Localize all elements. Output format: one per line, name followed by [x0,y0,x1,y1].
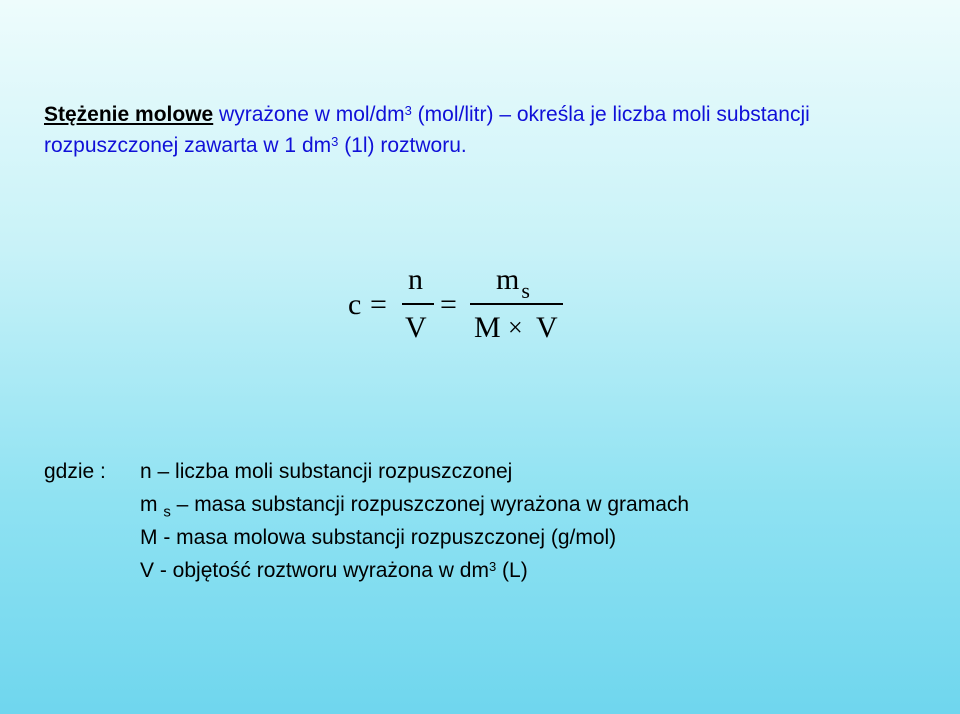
formula-c: c [348,288,362,321]
formula-m: m [496,263,520,296]
definition-n [140,455,512,488]
definition-tail: (L) [496,559,528,582]
intro-sup-2: 3 [331,134,339,150]
definition-sup: 3 [488,559,497,575]
formula-equals-1: = [370,288,387,321]
formula-equals-2: = [440,288,457,321]
formula-subscript-s: s [521,278,530,303]
definition-text: - objętość roztworu wyrażona w dm [154,559,489,582]
definition-symbol: m [140,493,158,516]
intro-sup-1: 3 [404,103,412,119]
definitions-label: gdzie : [44,460,106,483]
definition-row [44,521,944,554]
definition-text: - masa molowa substancji rozpuszczonej (g/mol) [157,526,617,549]
formula-denominator-m: M [474,311,501,344]
intro-text-1: wyrażone w mol/dm [213,103,405,126]
intro-text-3: (1l) roztworu. [338,134,467,157]
formula-times: × [508,313,523,342]
definition-symbol: n [140,460,152,483]
intro-text-2: (mol/litr) – określa je liczba moli substancji rozpuszczonej zawarta w 1 dm [44,103,810,157]
definition-symbol: M [140,526,158,549]
definition-row [44,455,944,488]
definition-text: – masa substancji rozpuszczonej wyrażona w gramach [170,493,690,516]
formula-denominator-v2: V [536,311,558,344]
formula-numerator-ms [496,263,530,303]
definition-v [140,554,528,587]
definition-ms [140,488,689,521]
fraction-bar-1 [402,303,434,305]
definition-m [140,521,616,554]
fraction-bar-2 [470,303,563,305]
definition-text: – liczba moli substancji rozpuszczonej [151,460,513,483]
formula-numerator-n: n [408,263,423,296]
definition-symbol: V [140,559,155,582]
term-molar-concentration: Stężenie molowe [44,103,214,126]
formula-denominator-v: V [405,311,427,344]
definition-subscript: s [163,503,171,521]
definition-row [44,554,944,587]
definitions [44,455,944,587]
definition-row [44,488,944,521]
